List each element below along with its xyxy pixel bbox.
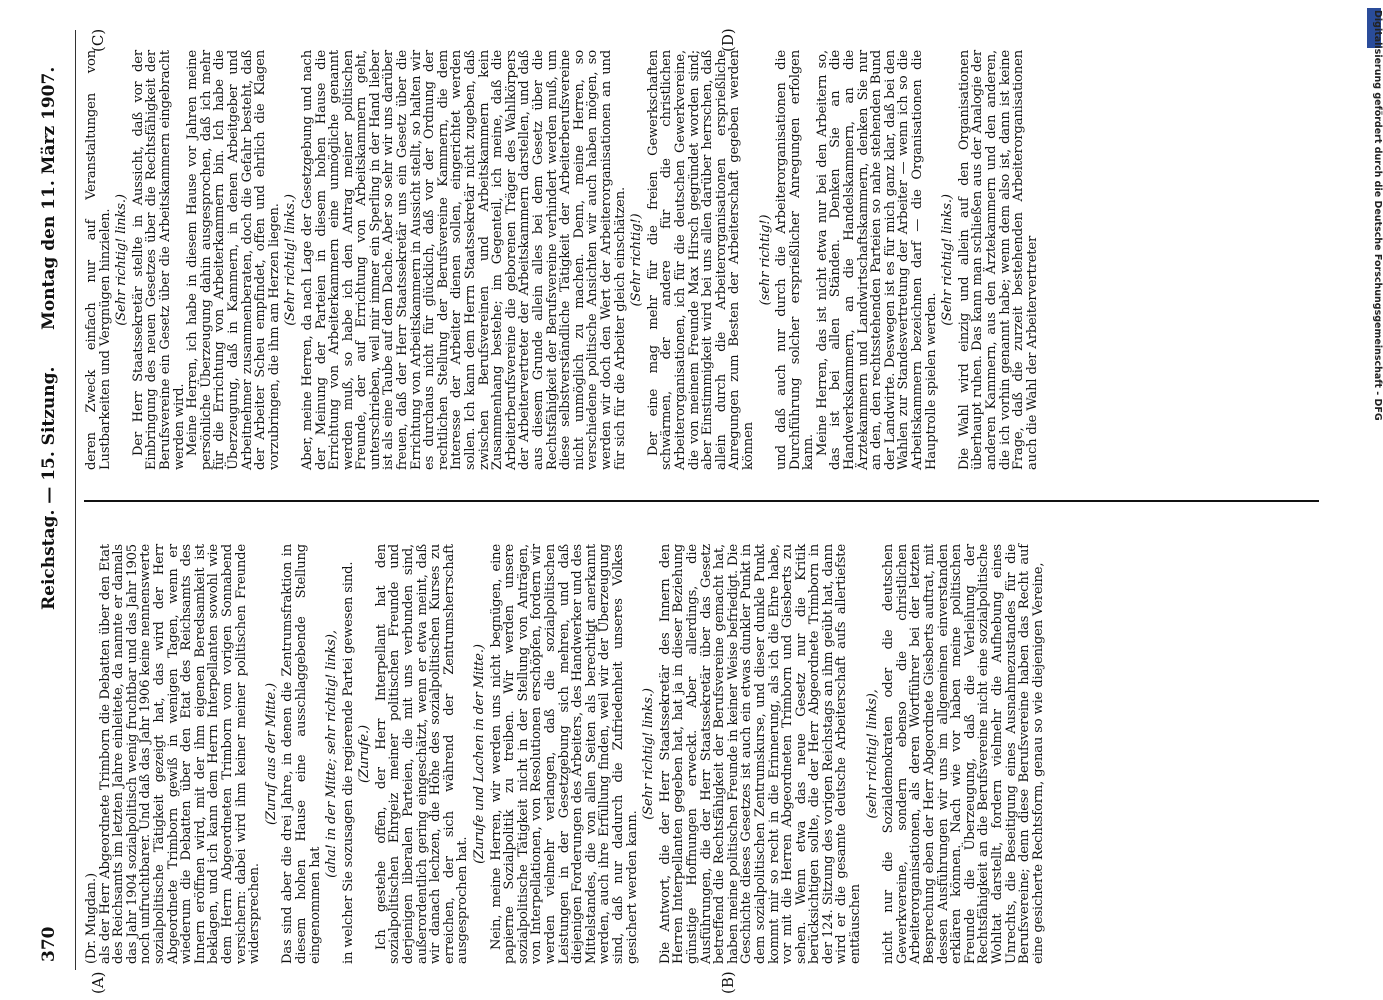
- paragraph: Ich gestehe offen, der Herr Interpellant hat den sozialpolitischen Ehrgeiz meiner politischen Freunde und derjenigen liberalen Parteien, die mit uns verbunden sind, außerordentlich gering eingeschätzt, wenn er etwa meint, daß wir danach lechzen, die Höhe des sozialpolitischen Kurses zu erreichen, der sich während der Zentrumsherrschaft ausgesprochen hat.: [373, 544, 471, 964]
- paragraph: Meine Herren, das ist nicht etwa nur bei den Arbeitern so, das ist bei allen Ständen. Denken Sie an die Handwerkskammern, an die Handelskammern, an die Ärztekammern und Landwirtschaftskammern, denken Sie nur an den, den rechtsstehenden Parteien so nahe stehenden Bund der Landwirte. Deswegen ist es für mich ganz klar, daß bei den Wahlen zur Standesvertretung der Arbeiter — wenn ich so die Arbeitskammern bezeichnen darf — die Organisationen die Hauptrolle spielen werden.: [814, 50, 939, 470]
- margin-marker-b: (B): [719, 971, 737, 994]
- interjection: (Zuruf aus der Mitte.): [263, 683, 279, 825]
- page-number: 370: [39, 926, 59, 962]
- paragraph: deren Zweck einfach nur auf Veranstaltungen von Lustbarkeiten und Vergnügen hinzielen.: [84, 50, 113, 470]
- paragraph: Nein, meine Herren, wir werden uns nicht begnügen, eine papierne Sozialpolitik zu treiben. Wir werden unsere sozialpolitische Tätigkeit nicht in der Stellung von Anträgen, von Interpellationen, von Resolutionen erschöpfen, fordern wir werden vielmehr verlangen, daß die sozialpolitischen Leistungen in der Gesetzgebung sich mehren, und daß diejenigen Forderungen des Arbeiters, des Handwerker und des Mittelstandes, die von allen Seiten als berechtigt anerkannt werden, auch ihre Erfüllung finden, weil wir der Überzeugung sind, daß nur dadurch die Zufriedenheit unseres Volkes gesichert werden kann.: [488, 544, 640, 964]
- paragraph: nicht nur die Sozialdemokraten oder die deutschen Gewerkvereine, sondern ebenso die christlichen Arbeiterorganisationen, als deren Wortführer bei der letzten Besprechung eben der Herr Abgeordnete Giesberts auftrat, mit dessen Ausführungen wir uns im allgemeinen einverstanden erklären können. Nach wie vor haben meine politischen Freunde die Überzeugung, daß die Verleihung der Rechtsfähigkeit an die Berufsvereine nicht eine sozialpolitische Wohltat darstellt, fordern vielmehr die Aufhebung eines Unrechts, die Beseitigung eines Ausnahmezustandes für die Berufsvereine; denn diese Berufsvereine haben das Recht auf eine gesicherte Rechtsform, genau so wie diejenigen Vereine,: [881, 544, 1046, 964]
- interjection: (Zurufe.): [357, 725, 373, 783]
- interjection: (sehr richtig! links),: [864, 689, 880, 819]
- paragraph: Meine Herren, ich habe in diesem Hause vor Jahren meine persönliche Überzeugung dahin ausgesprochen, daß ich mehr für die Errichtung von Arbeiterkammern bin. Ich habe die Überzeugung, daß in Kammern, in denen Arbeitgeber und Arbeitnehmer zusammenberaten, doch die Gefahr besteht, daß der Arbeiter Scheu empfindet, offen und ehrlich die Klagen vorzubringen, die ihm am Herzen liegen.: [185, 50, 282, 470]
- margin-marker-d: (D): [719, 28, 737, 52]
- session-title: Reichstag. — 15. Sitzung.: [39, 366, 59, 610]
- interjection: (Sehr richtig! links.): [641, 688, 657, 820]
- paragraph: (Dr. Mugdan.): [84, 873, 99, 964]
- interjection: (Sehr richtig! links.): [114, 194, 130, 326]
- paragraph: Die Antwort, die der Herr Staatssekretär des Innern den Herren Interpellanten gegeben hat, hat ja in dieser Beziehung günstige Hoffnungen erweckt. Aber allerdings, die Ausführungen, die der Herr Staatssekretär über das Gesetz betreffend die Rechtsfähigkeit der Berufsvereine gemacht hat, haben meine politischen Freunde in keiner Weise befriedigt. Die Geschichte dieses Gesetzes ist auch ein etwas dunkler Punkt in dem sozialpolitischen Zentrumskurse, und dieser dunkle Punkt kommt mir so recht in die Erinnerung, als ich die Ehre habe, vor mit die Herren Abgeordneten Trimborn und Giesberts zu sehen. Wenn etwa das neue Gesetz nur die Kritik berücksichtigen sollte, die der Herr Abgeordnete Trimborn in der 124. Sitzung des vorigen Reichstags an ihm geübt hat, dann wird er die gesamte deutsche Arbeiterschaft aufs allertiefste enttäuschen: [657, 544, 864, 964]
- paragraph: Der Herr Staatssekretär stellte in Aussicht, daß vor der Einbringung des neuen Gesetzes über die Rechtsfähigkeit der Berufsvereine ein Gesetz über die Arbeitskammern eingebracht werden wird.: [130, 50, 187, 470]
- page-header: [29, 30, 73, 970]
- interjection: (Sehr richtig! links.): [940, 194, 956, 326]
- interjection: (Sehr richtig! links.): [283, 194, 299, 326]
- paragraph: und daß auch nur durch die Arbeiterorganisationen die Durchführung solcher ersprießlicher Anregungen erfolgen kann.: [774, 50, 817, 470]
- paragraph: Aber, meine Herren, da nach Lage der Gesetzgebung und nach der Meinung der Parteien in diesem hohen Hause die Errichtung von Arbeiterkammern eine unmögliche genannt werden muß, so habe ich den Antrag meiner politischen Freunde, der auf Errichtung von Arbeitskammern geht, unterschrieben, weil mir immer ein Sperling in der Hand lieber ist als eine Taube auf dem Dache. Aber so sehr wir uns darüber freuen, daß der Herr Staatssekretär uns ein Gesetz über die Errichtung von Arbeitskammern in Aussicht stellt, so halten wir es durchaus nicht für glücklich, daß vor der Ordnung der rechtlichen Stellung der Berufsvereine Kammern, die dem Interesse der Arbeiter dienen sollen, eingerichtet werden sollen. Ich kann dem Herrn Staatssekretär nicht zugeben, daß zwischen Berufsvereinen und Arbeitskammern kein Zusammenhang bestehe; im Gegenteil, ich meine, daß die Arbeiterberufsvereine die geborenen Träger des Wahlkörpers der Arbeitervertreter der Arbeitskammern darstellen, und daß aus diesem Grunde allein alles bei dem Gesetz über die Rechtsfähigkeit der Berufsvereine verhindert werden muß, um diese selbstverständliche Tätigkeit der Arbeiterberufsvereine nicht unmöglich zu machen. Denn, meine Herren, so verschiedene politische Ansichten wir auch haben mögen, so werden wir doch den Wert der Arbeiterorganisationen an und für sich für die Arbeiter gleich einschätzen.: [299, 50, 628, 470]
- paragraph: in welcher Sie sozusagen die regierende Partei gewesen sind.: [340, 561, 356, 964]
- paragraph: Der eine mag mehr für die freien Gewerkschaften schwärmen, der andere für die christlichen Arbeiterorganisationen, ich für die deutschen Gewerkvereine, die von meinem Freunde Max Hirsch gegründet worden sind; aber Einstimmigkeit wird bei uns allen darüber herrschen, daß allein durch die Arbeiterorganisationen ersprießliche Anregungen zum Besten der Arbeiterschaft gegeben werden können: [645, 50, 756, 470]
- rotated-page-content: [29, 28, 1329, 994]
- column-divider: [84, 500, 1319, 502]
- margin-marker-c: (C): [89, 28, 107, 52]
- interjection: (Zurufe und Lachen in der Mitte.): [472, 644, 488, 864]
- interjection: (aha! in der Mitte; sehr richtig! links),: [324, 630, 340, 878]
- margin-marker-a: (A): [89, 971, 107, 994]
- text-column-right: [85, 50, 1039, 470]
- text-column-left: [85, 544, 1045, 964]
- paragraph: Die Wahl wird einzig und allein auf den Organisationen überhaupt ruhen. Das kann man schließen aus der Analogie der anderen Kammern, aus den Ärztekammern und den anderen, die ich vorhin genannt habe; wenn dem also ist, dann ist keine Frage, daß die zurzeit bestehenden Arbeiterorganisationen auch die Wahl der Arbeitervertreter: [956, 50, 1040, 470]
- header-rule: [75, 30, 76, 970]
- interjection: (sehr richtig!): [757, 214, 773, 306]
- paragraph: Das sind aber die drei Jahre, in denen die Zentrumsfraktion in diesem hohen Hause eine ausschlaggebende Stellung eingenommen hat: [280, 544, 323, 964]
- session-date: Montag den 11. März 1907.: [39, 66, 59, 330]
- digitization-credit: Digitalisierung gefördert durch die Deutsche Forschungsgemeinschaft - DFG: [1372, 10, 1383, 421]
- interjection: (Sehr richtig!): [629, 213, 645, 307]
- paragraph: als der Herr Abgeordnete Trimborn die Debatten über den Etat des Reichsamts im letzten Jahre einleitete, da nannte er damals das Jahr 1904 sozialpolitisch wenig fruchtbar und das Jahr 1905 noch unfruchtbarer. Und daß das Jahr 1906 keine nennenswerte sozialpolitische Tätigkeit gezeigt hat, das wird der Herr Abgeordnete Trimborn gewiß in wenigen Tagen, wenn er wiederum die Debatten über den Etat des Reichsamts des Innern eröffnen wird, mit der ihm eigenen Beredsamkeit ist beklagen, und ich kann dem Herrn Interpellanten sowohl wie dem Herrn Abgeordneten Trimborn vom vorigen Sonnabend versichern: dabei wird ihm keiner meiner politischen Freunde widersprechen.: [97, 544, 263, 964]
